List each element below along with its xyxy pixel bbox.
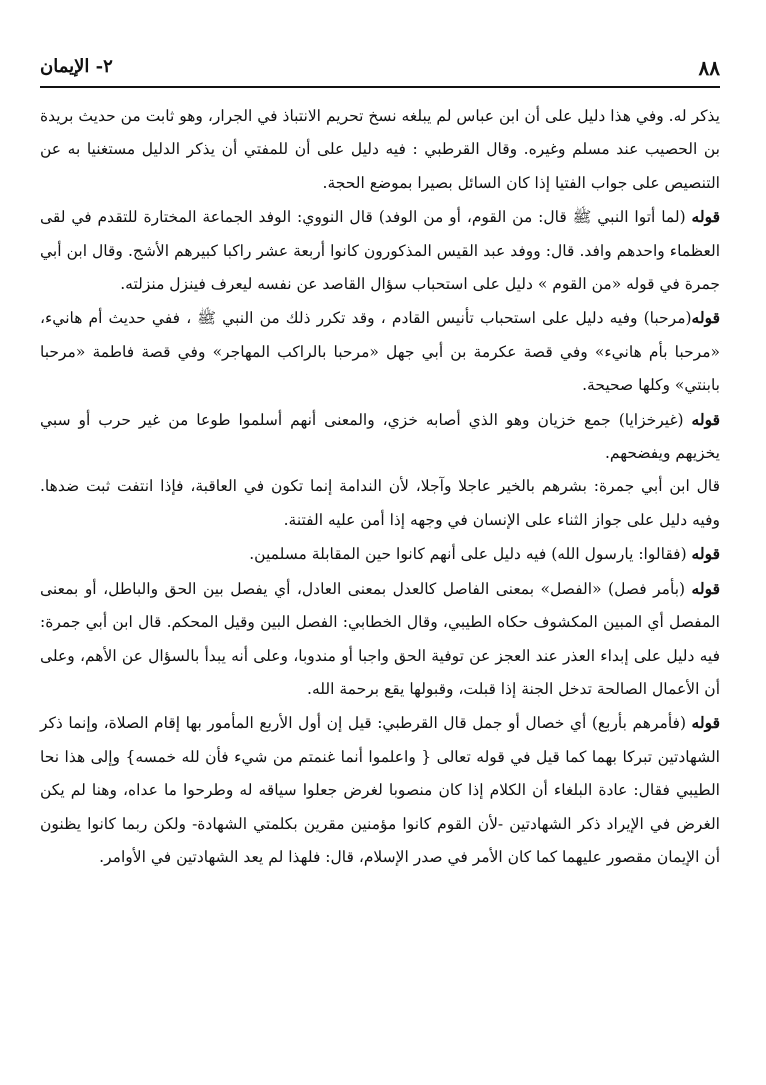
- paragraph: [40, 200, 720, 301]
- paragraph: [40, 470, 720, 537]
- chapter-title: ٢- الإيمان: [40, 56, 113, 77]
- paragraph-text: قال ابن أبي جمرة: بشرهم بالخير عاجلا وآجلا، لأن الندامة إنما تكون في العاقبة، فإذا انتفت ثبت ضدها. وفيه دليل على جواز الثناء على الإنسان في وجهه إذا أمن عليه الفتنة.: [40, 477, 720, 529]
- paragraph-text: (غيرخزايا) جمع خزيان وهو الذي أصابه خزي، والمعنى أنهم أسلموا طوعا من غير حرب أو سبي يخزيهم ويفضحهم.: [40, 410, 720, 463]
- paragraph-lead: قوله: [691, 544, 720, 564]
- paragraph-lead: قوله: [691, 409, 720, 429]
- paragraph-text: (فأمرهم بأربع) أي خصال أو جمل قال القرطبي: قيل إن أول الأربع المأمور بها إقام الصلاة، وإنما ذكر الشهادتين تبركا بهما كما قيل في قوله تعالى { واعلموا أنما غنمتم من شيء فأن لله خمسه} وإلى هذا نحا الطيبي فقال: عادة البلغاء أن الكلام إذا كان منصوبا لغرض جعلوا سياقه له وطرحوا ما عداه، وهنا لم يكن الغرض في الإيراد ذكر الشهادتين -لأن القوم كانوا مؤمنين مقرين بكلمتي الشهادة- ولكن ربما كانوا يظنون أن الإيمان مقصور عليهما كما كان الأمر في صدر الإسلام، قال: فلهذا لم يعد الشهادتين في الأوامر.: [40, 714, 720, 866]
- paragraph-text: (لما أتوا النبي ﷺ قال: من القوم، أو من الوفد) قال النووي: الوفد الجماعة المختارة للتقدم في لقى العظماء واحدهم وافد. قال: ووفد عبد القيس المذكورون كانوا أربعة عشر راكبا كبيرهم الأشج. وقال ابن أبي جمرة في قوله «من القوم » دليل على استحباب سؤال القاصد عن نفسه ليعرف فينزل منزلته.: [40, 208, 720, 294]
- paragraph-lead: قوله: [691, 207, 720, 227]
- paragraph-text: (بأمر فصل) «الفصل» بمعنى الفاصل كالعدل بمعنى العادل، أي يفصل بين الحق والباطل، أو بمعنى المفصل أي المبين المكشوف حكاه الطيبي، وقال الخطابي: الفصل البين وقيل المحكم. قال ابن أبي جمرة: فيه دليل على إبداء العذر عند العجز عن توفية الحق واجبا أو مندوبا، وعلى أنه يبدأ بالسؤال عن الأهم، وعلى أن الأعمال الصالحة تدخل الجنة إذا قبلت، وقبولها يقع برحمة الله.: [40, 579, 720, 698]
- page-header: [40, 56, 720, 82]
- body-text: [40, 100, 720, 874]
- header-rule: [40, 86, 720, 88]
- paragraph-text: (مرحبا) وفيه دليل على استحباب تأنيس القادم ، وقد تكرر ذلك من النبي ﷺ ، ففي حديث أم هانيء، «مرحبا بأم هانيء» وفي قصة عكرمة بن أبي جهل «مرحبا بالراكب المهاجر» وفي قصة فاطمة «مرحبا بابنتي» وكلها صحيحة.: [40, 309, 720, 395]
- paragraph-text: (فقالوا: يارسول الله) فيه دليل على أنهم كانوا حين المقابلة مسلمين.: [249, 545, 692, 564]
- paragraph: [40, 572, 720, 707]
- paragraph: [40, 537, 720, 571]
- page-number: ٨٨: [698, 56, 720, 80]
- paragraph-lead: قوله: [691, 578, 720, 598]
- paragraph: [40, 301, 720, 402]
- paragraph: [40, 100, 720, 200]
- paragraph: [40, 403, 720, 471]
- paragraph: [40, 706, 720, 874]
- paragraph-lead: قوله: [691, 308, 720, 328]
- paragraph-lead: قوله: [691, 713, 720, 733]
- paragraph-text: يذكر له. وفي هذا دليل على أن ابن عباس لم يبلغه نسخ تحريم الانتباذ في الجرار، وهو ثابت من حديث بريدة بن الحصيب عند مسلم وغيره. وقال القرطبي : فيه دليل على أن للمفتي أن يذكر الدليل مستغنيا به عن التنصيص على جواب الفتيا إذا كان السائل بصيرا بموضع الحجة.: [40, 107, 720, 192]
